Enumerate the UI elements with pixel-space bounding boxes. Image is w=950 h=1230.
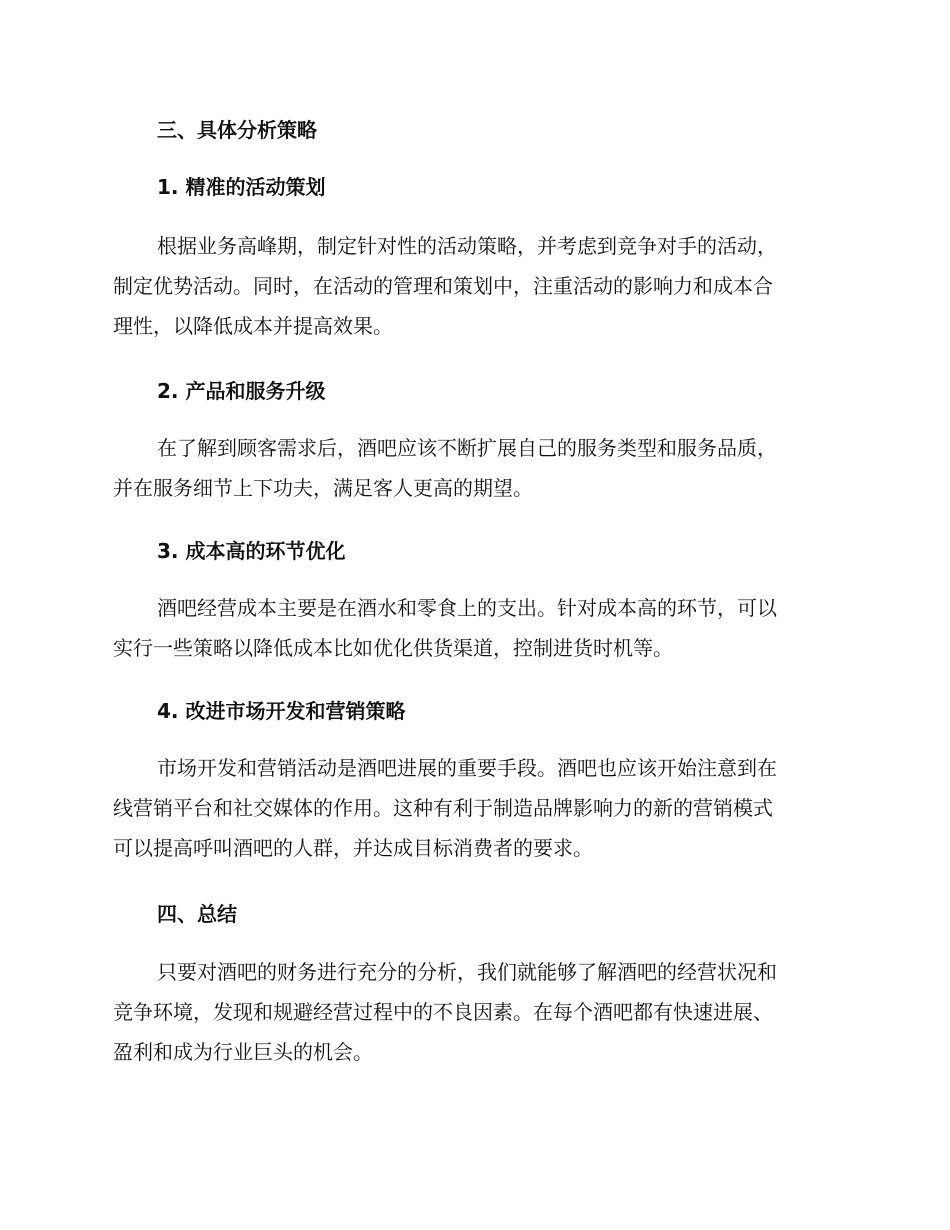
paragraph-line: 可以提高呼叫酒吧的人群，并达成目标消费者的要求。 (113, 836, 593, 860)
section-3-heading: 三、具体分析策略 (157, 118, 317, 142)
item-4-heading: 4. 改进市场开发和营销策略 (157, 699, 406, 723)
paragraph-line: 理性，以降低成本并提高效果。 (113, 314, 393, 338)
paragraph-line: 竞争环境，发现和规避经营过程中的不良因素。在每个酒吧都有快速进展、 (113, 1000, 773, 1024)
item-1-paragraph (113, 226, 838, 346)
paragraph-line: 只要对酒吧的财务进行充分的分析，我们就能够了解酒吧的经营状况和 (157, 960, 777, 984)
item-2-heading: 2. 产品和服务升级 (157, 379, 326, 403)
item-1-heading: 1. 精准的活动策划 (157, 175, 326, 199)
summary-paragraph (113, 952, 838, 1072)
paragraph-line: 盈利和成为行业巨头的机会。 (113, 1040, 373, 1064)
item-3-paragraph (113, 588, 838, 668)
paragraph-line: 在了解到顾客需求后，酒吧应该不断扩展自己的服务类型和服务品质， (157, 436, 777, 460)
item-4-paragraph (113, 748, 838, 868)
paragraph-line: 并在服务细节上下功夫，满足客人更高的期望。 (113, 476, 533, 500)
item-3-heading: 3. 成本高的环节优化 (157, 539, 346, 563)
paragraph-line: 根据业务高峰期，制定针对性的活动策略，并考虑到竞争对手的活动， (157, 234, 777, 258)
paragraph-line: 实行一些策略以降低成本比如优化供货渠道，控制进货时机等。 (113, 636, 673, 660)
paragraph-line: 酒吧经营成本主要是在酒水和零食上的支出。针对成本高的环节，可以 (157, 596, 777, 620)
paragraph-line: 线营销平台和社交媒体的作用。这种有利于制造品牌影响力的新的营销模式 (113, 796, 773, 820)
paragraph-line: 市场开发和营销活动是酒吧进展的重要手段。酒吧也应该开始注意到在 (157, 756, 777, 780)
paragraph-line: 制定优势活动。同时，在活动的管理和策划中，注重活动的影响力和成本合 (113, 274, 773, 298)
item-2-paragraph (113, 428, 838, 508)
section-4-heading: 四、总结 (157, 902, 237, 926)
